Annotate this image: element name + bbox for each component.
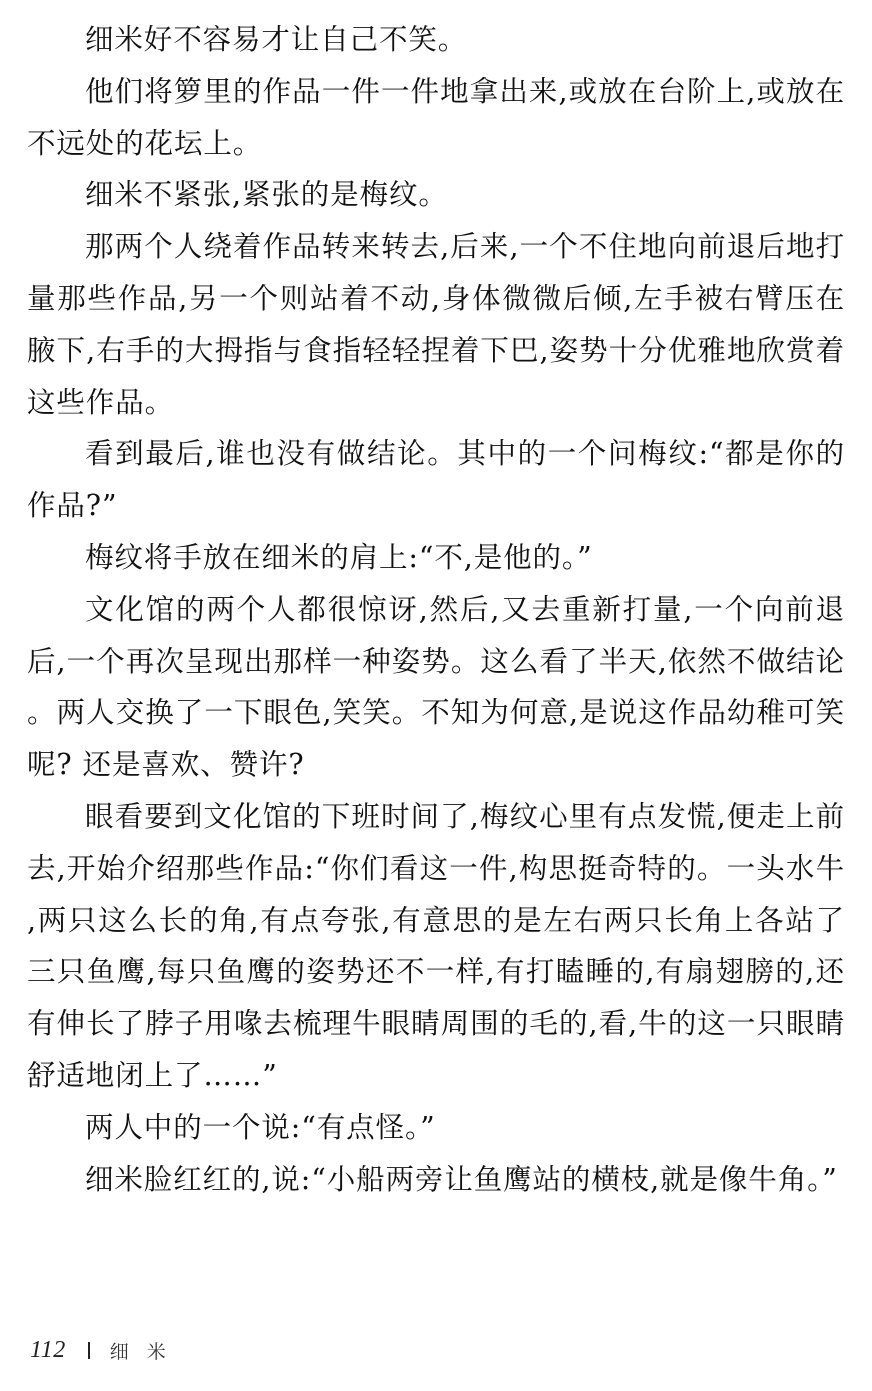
paragraph: 看到最后,谁也没有做结论。其中的一个问梅纹:“都是你的作品?” (27, 437, 845, 523)
paragraph: 梅纹将手放在细米的肩上:“不,是他的。” (85, 540, 593, 574)
paragraph: 细米好不容易才让自己不笑。 (85, 23, 468, 56)
paragraph: 眼看要到文化馆的下班时间了,梅纹心里有点发慌,便走上前去,开始介绍那些作品:“你们看这一件,构思挺奇特的。一头水牛,两只这么长的角,有点夸张,有意思的是左右两只长角上各站了三只鱼鹰,每只鱼鹰的姿势还不一样,有打瞌睡的,有扇翅膀的,还有伸长了脖子用喙去梳理牛眼睛周围的毛的,看,牛的这一只眼睛舒适地闭上了……” (27, 799, 845, 1092)
footer-separator (88, 1342, 90, 1359)
paragraph: 两人中的一个说:“有点怪。” (85, 1110, 436, 1144)
paragraph: 细米不紧张,紧张的是梅纹。 (85, 178, 448, 212)
page-body (27, 14, 845, 1205)
running-title: 细米 (109, 1340, 184, 1363)
paragraph: 那两个人绕着作品转来转去,后来,一个不住地向前退后地打量那些作品,另一个则站着不动,身体微微后倾,左手被右臂压在腋下,右手的大拇指与食指轻轻捏着下巴,姿势十分优雅地欣赏着这些作品。 (27, 230, 845, 419)
page-number: 112 (30, 1336, 66, 1363)
paragraph: 文化馆的两个人都很惊讶,然后,又去重新打量,一个向前退后,一个再次呈现出那样一种姿势。这么看了半天,依然不做结论。两人交换了一下眼色,笑笑。不知为何意,是说这作品幼稚可笑呢? 还是喜欢、赞许? (27, 592, 845, 782)
page-footer (30, 1333, 184, 1367)
paragraph: 细米脸红红的,说:“小船两旁让鱼鹰站的横枝,就是像牛角。” (85, 1162, 838, 1196)
paragraph: 他们将箩里的作品一件一件地拿出来,或放在台阶上,或放在不远处的花坛上。 (27, 74, 845, 160)
